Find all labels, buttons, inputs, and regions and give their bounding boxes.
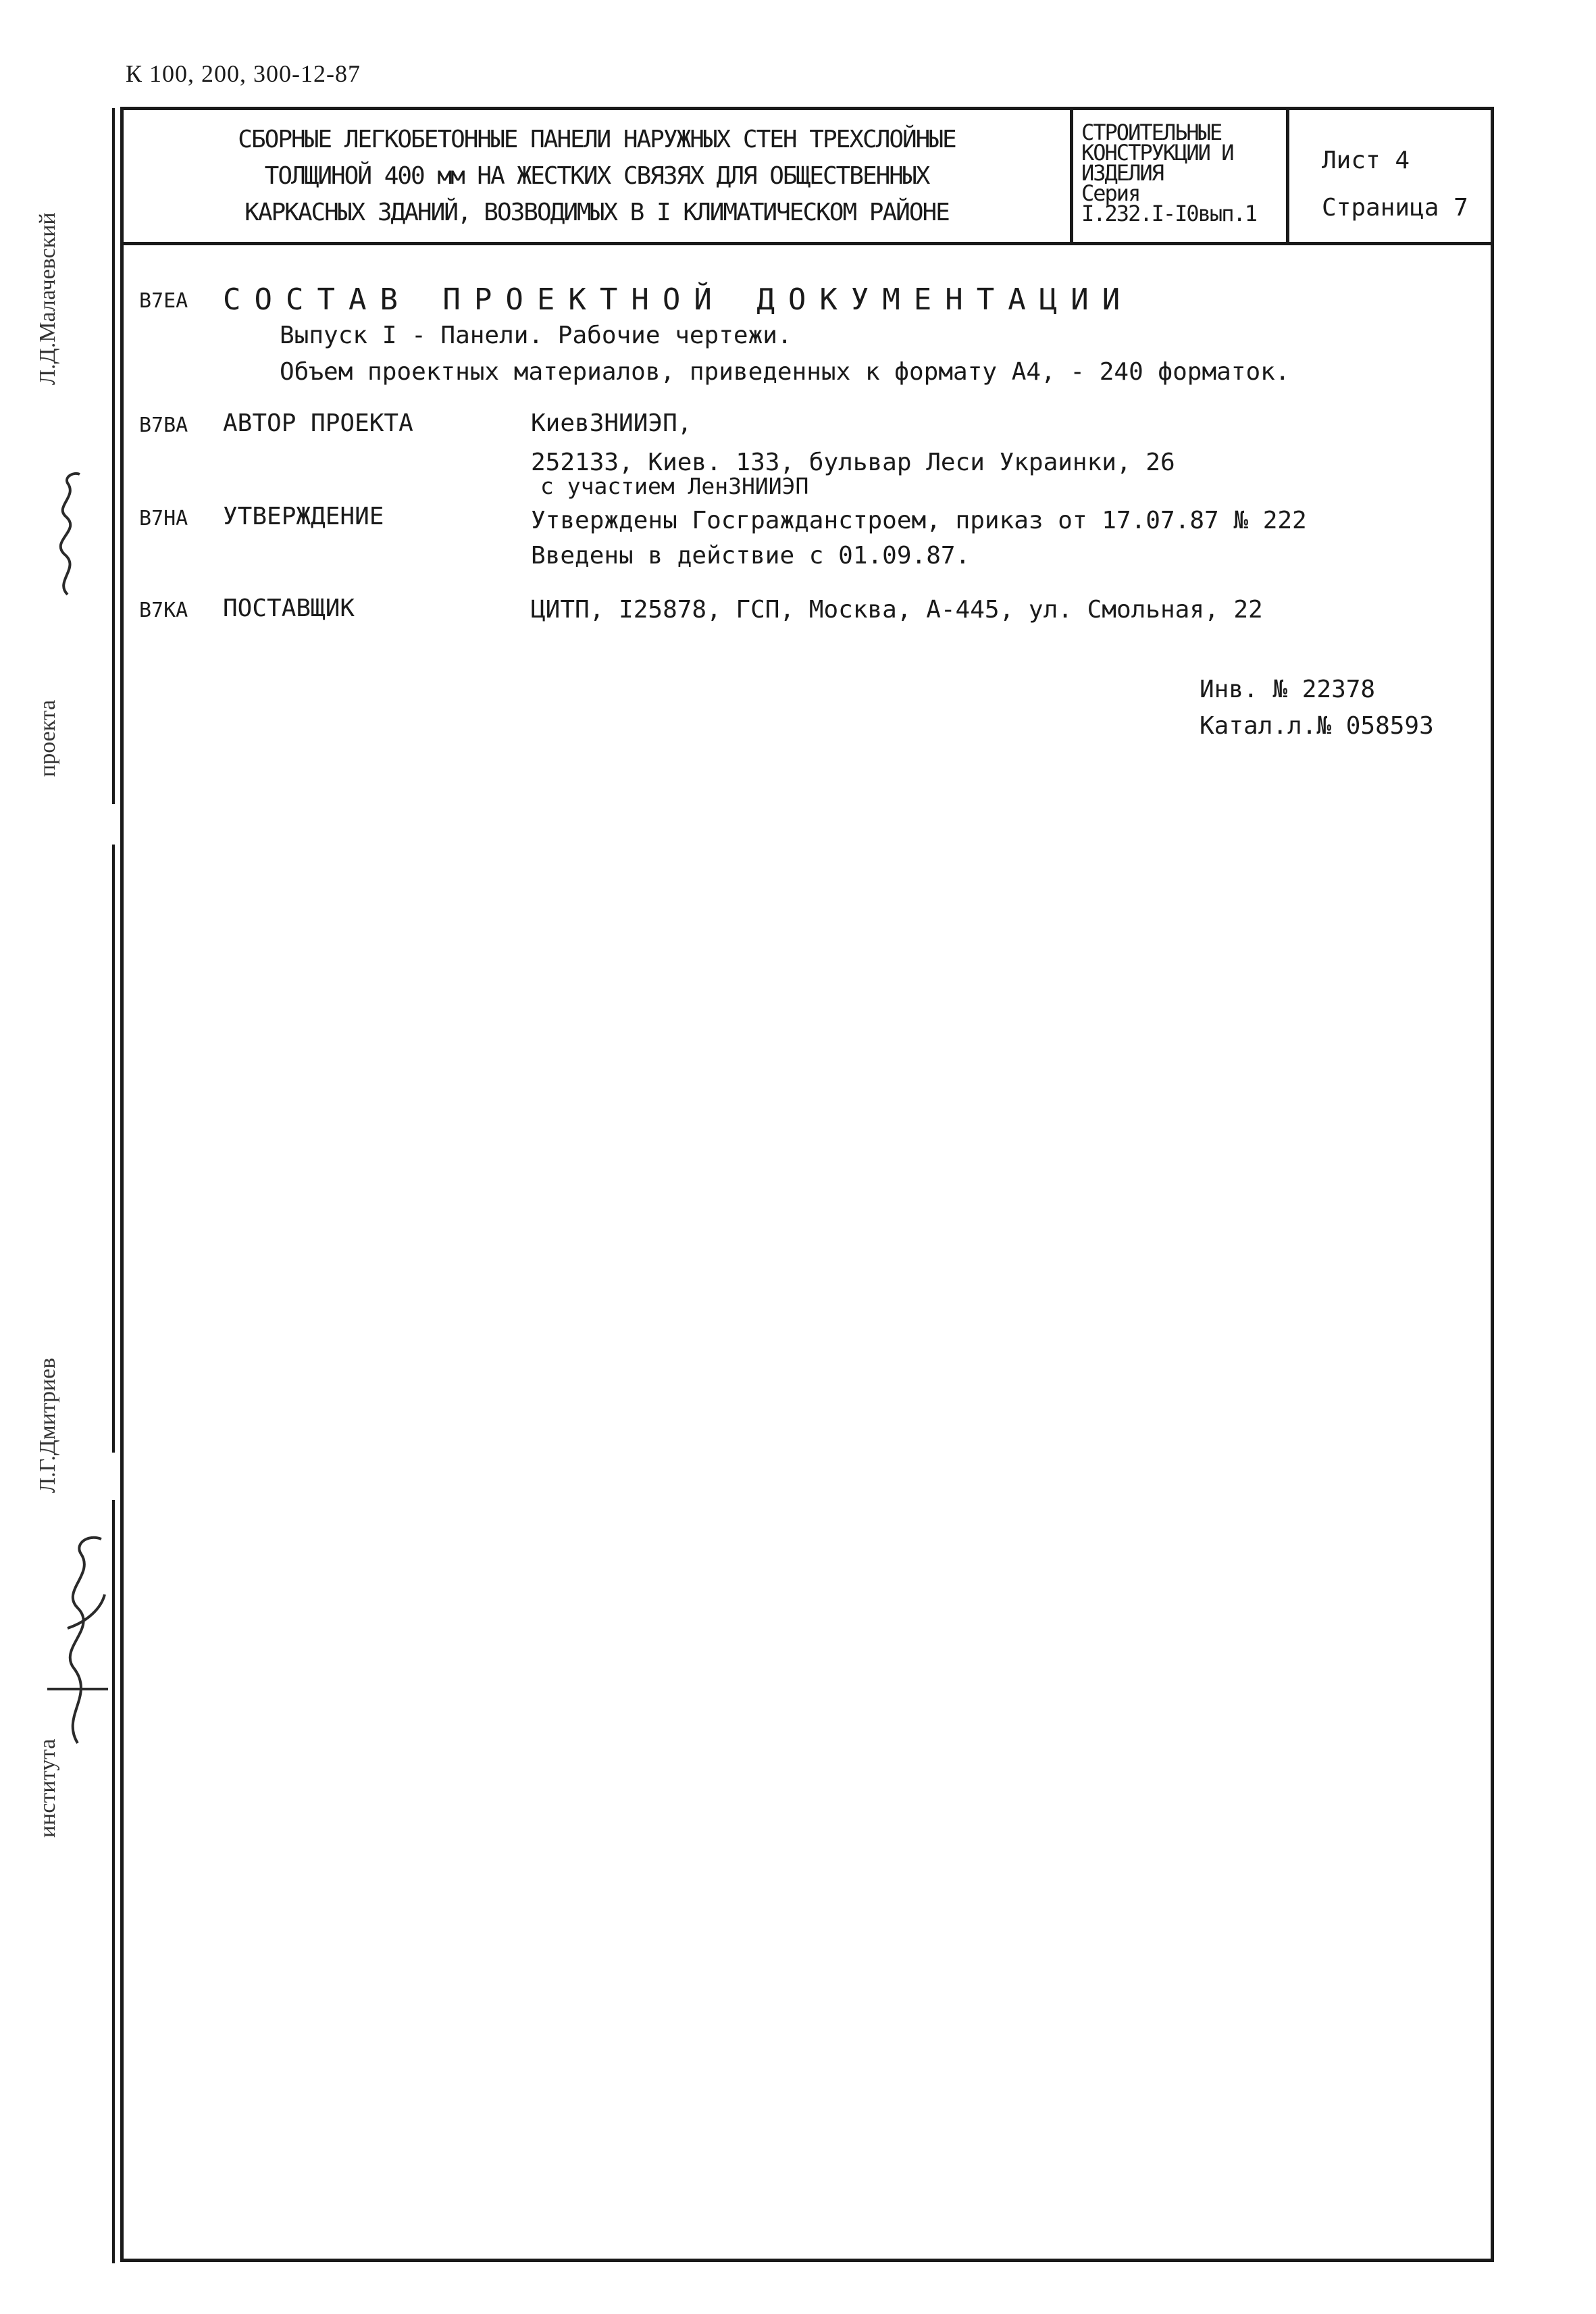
margin-divider-top [112, 108, 115, 804]
sheet-label: Лист 4 [1322, 147, 1410, 174]
series-line-4: Серия [1081, 180, 1140, 206]
series-line-5: I.232.I-I0вып.1 [1081, 201, 1256, 226]
author-line-3: с участием ЛенЗНИИЭП [540, 473, 809, 499]
series-line-3: ИЗДЕЛИЯ [1081, 160, 1163, 186]
sheet-cell [1289, 110, 1491, 242]
page-label: Страница 7 [1322, 194, 1468, 222]
title-line-1: СБОРНЫЕ ЛЕГКОБЕТОННЫЕ ПАНЕЛИ НАРУЖНЫХ СТЕН ТРЕХСЛОЙНЫЕ [238, 125, 956, 153]
document-code: К 100, 200, 300-12-87 [126, 60, 361, 87]
composition-heading: СОСТАВ ПРОЕКТНОЙ ДОКУМЕНТАЦИИ [223, 282, 1134, 317]
inventory-number: Инв. № 22378 [1200, 676, 1376, 703]
title-line-2: ТОЛЩИНОЙ 400 мм НА ЖЕСТКИХ СВЯЗЯХ ДЛЯ ОБЩЕСТВЕННЫХ [264, 161, 929, 190]
title-block [124, 110, 1491, 245]
catalog-number: Катал.л.№ 058593 [1200, 712, 1434, 740]
margin-name-bottom: Л.Г.Дмитриев [35, 1357, 60, 1493]
margin-name-top: Л.Д.Малачевский [35, 212, 60, 385]
series-line-2: КОНСТРУКЦИИ И [1081, 140, 1233, 166]
supplier-label: ПОСТАВЩИК [223, 595, 355, 622]
author-line-1: КиевЗНИИЭП, [531, 409, 692, 437]
title-main [124, 110, 1073, 242]
title-line-3: КАРКАСНЫХ ЗДАНИЙ, ВОЗВОДИМЫХ В I КЛИМАТИЧЕСКОМ РАЙОНЕ [244, 198, 949, 226]
author-code: В7ВА [139, 413, 188, 437]
signature-top-icon [41, 466, 95, 601]
supplier-line-1: ЦИТП, I25878, ГСП, Москва, А-445, ул. Смольная, 22 [531, 596, 1263, 624]
approval-code: В7НА [139, 507, 188, 530]
series-line-1: СТРОИТЕЛЬНЫЕ [1081, 120, 1222, 145]
approval-line-1: Утверждены Госгражданстроем, приказ от 17.07.87 № 222 [531, 507, 1307, 534]
margin-label-top: проекта [35, 699, 60, 777]
approval-label: УТВЕРЖДЕНИЕ [223, 503, 384, 530]
composition-code: В7ЕА [139, 289, 188, 313]
signature-bottom-icon [41, 1527, 115, 1750]
composition-line-2: Объем проектных материалов, приведенных к формату А4, - 240 форматок. [280, 358, 1290, 386]
supplier-code: В7КА [139, 599, 188, 622]
composition-line-1: Выпуск I - Панели. Рабочие чертежи. [280, 322, 792, 349]
author-label: АВТОР ПРОЕКТА [223, 409, 413, 437]
series-cell [1073, 110, 1289, 242]
margin-label-bottom: института [35, 1738, 60, 1838]
author-line-2: 252133, Киев. 133, бульвар Леси Украинки, 26 [531, 449, 1175, 476]
margin-divider-mid [112, 845, 115, 1453]
approval-line-2: Введены в действие с 01.09.87. [531, 542, 971, 570]
